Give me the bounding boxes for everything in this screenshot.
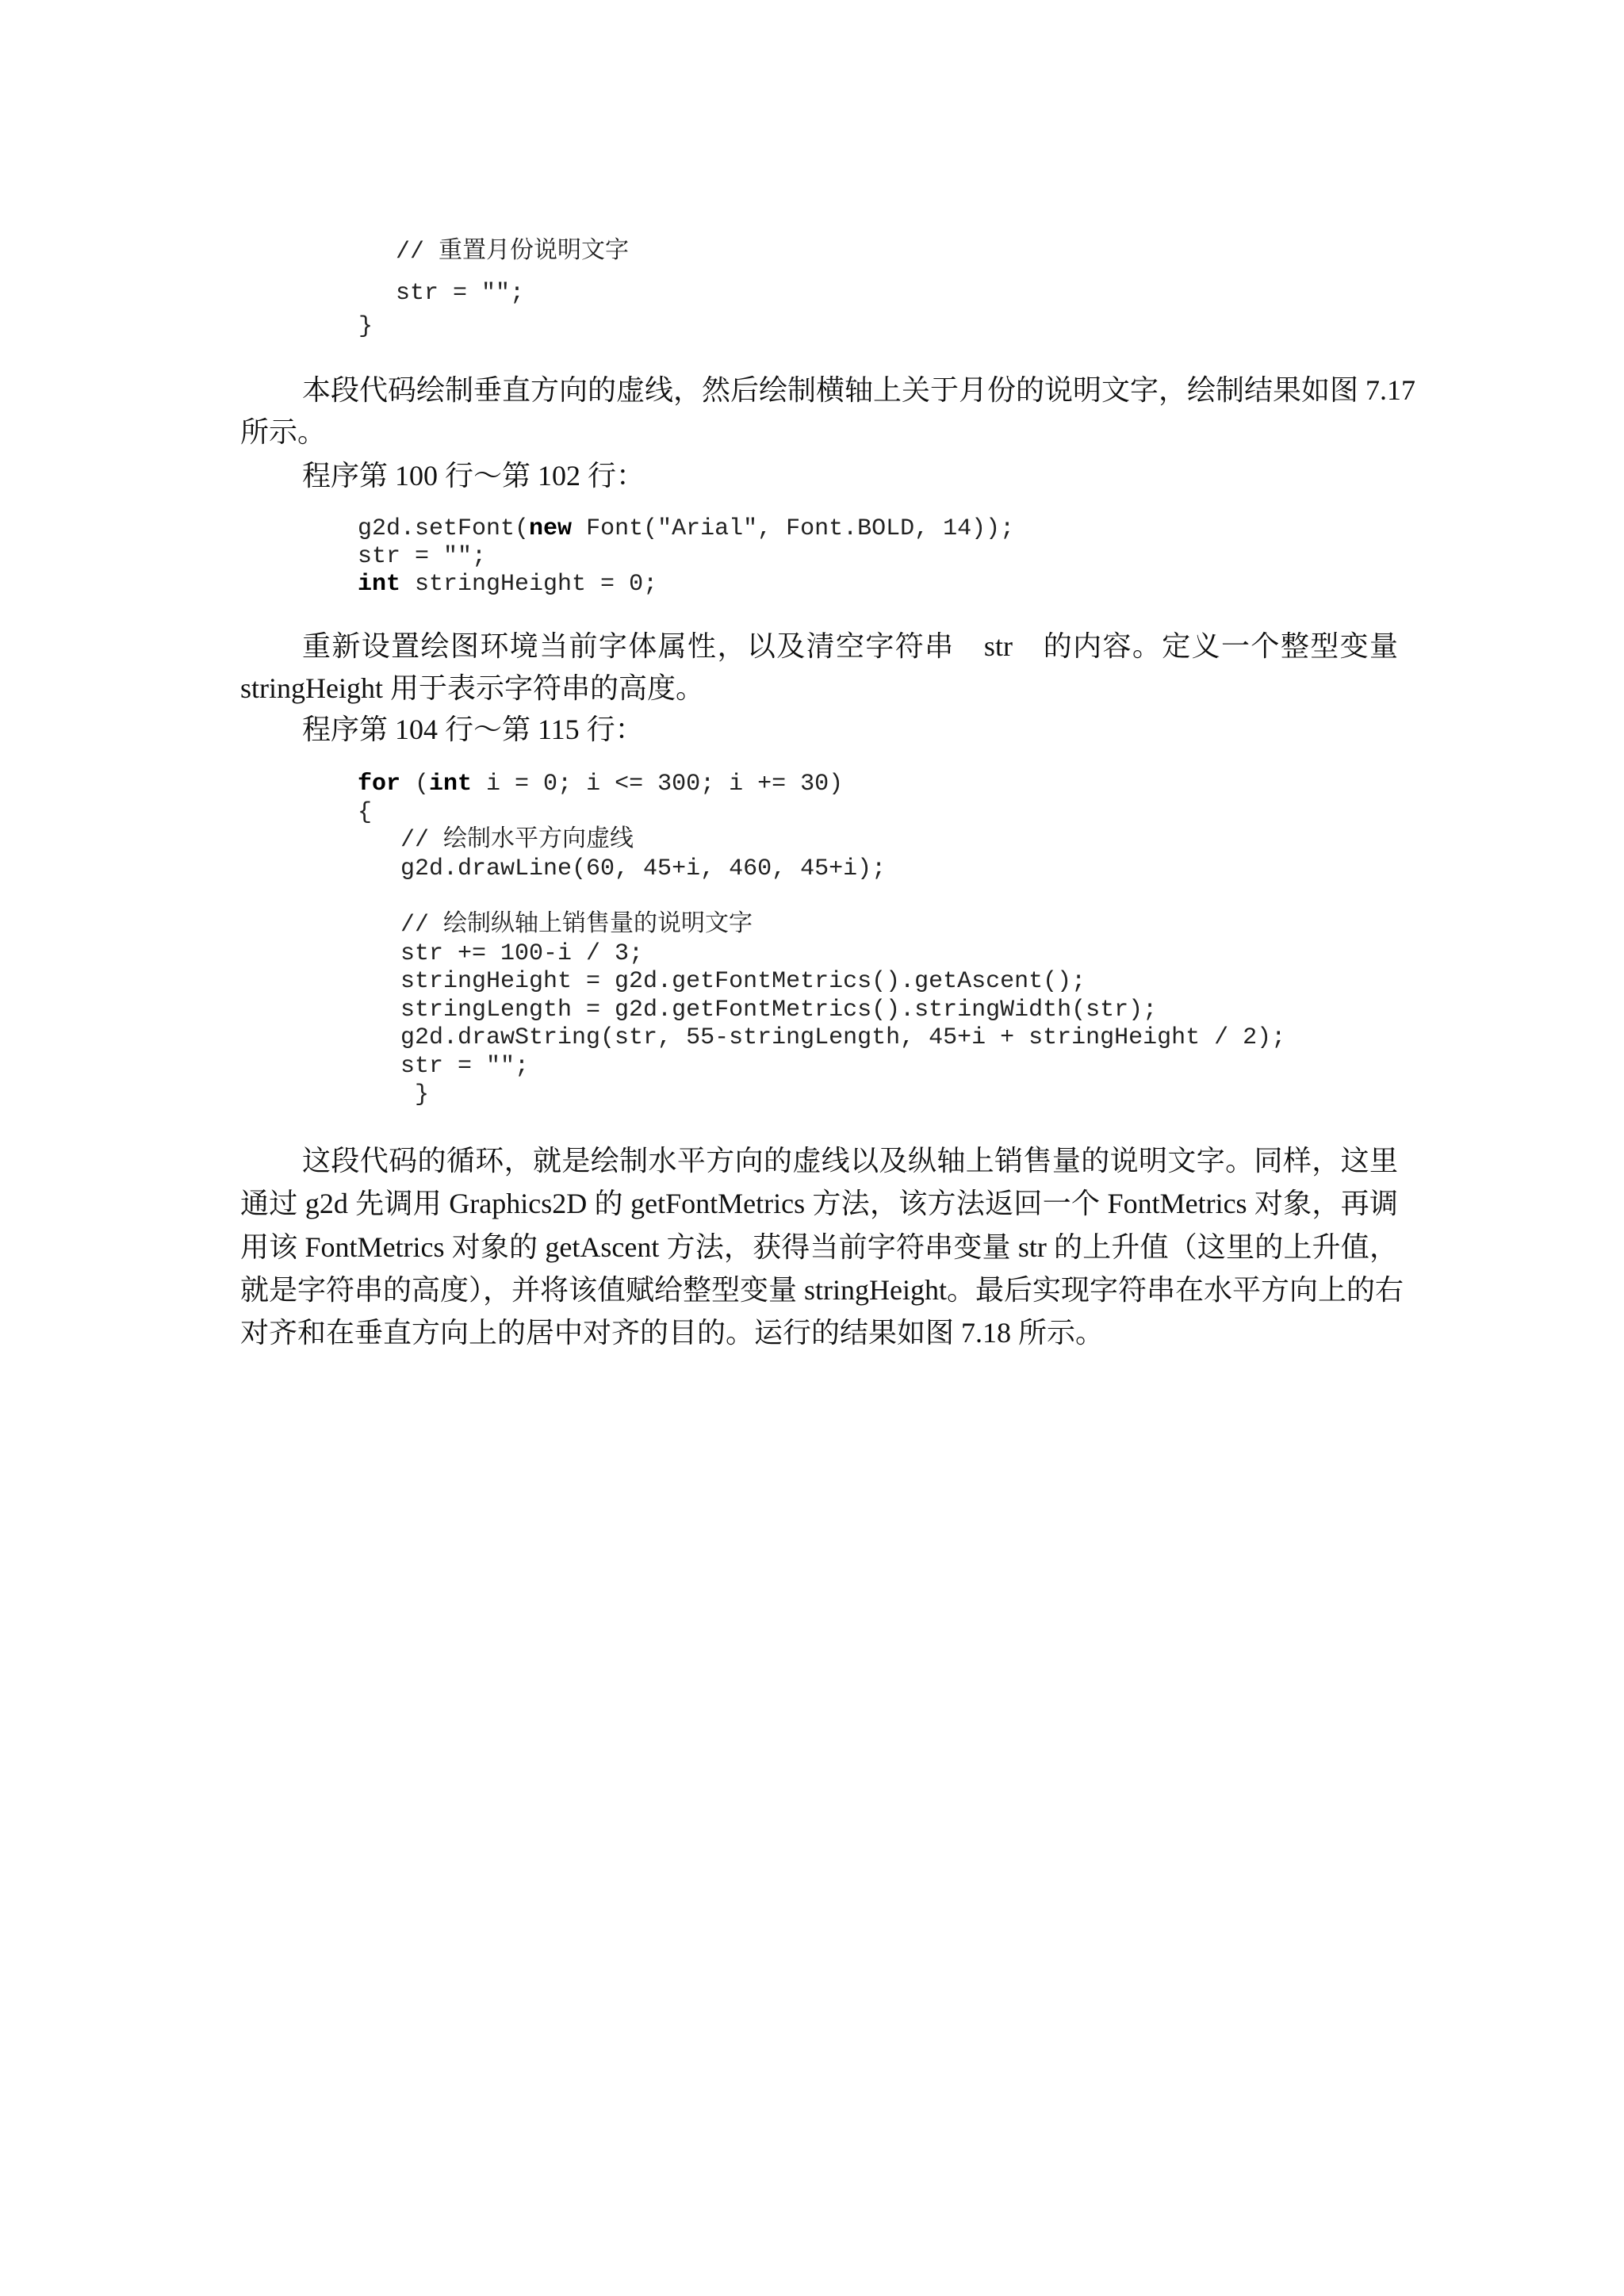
paragraph-1-line-2: 所示。 (240, 416, 327, 448)
section-heading-lines-104-115: 程序第 104 行～第 115 行： (302, 714, 644, 745)
code-text: str = ""; (396, 280, 525, 307)
code-keyword: int (358, 571, 401, 598)
code-line (396, 281, 524, 305)
section-heading-lines-100-102: 程序第 100 行～第 102 行： (302, 460, 645, 492)
code-text: // 绘制水平方向虚线 (358, 827, 634, 854)
paragraph-3-line-4: 就是字符串的高度），并将该值赋给整型变量 stringHeight。最后实现字符串在水平方向上的右 (240, 1274, 1404, 1306)
code-line (358, 1083, 429, 1107)
code-text: // 绘制纵轴上销售量的说明文字 (358, 912, 753, 939)
code-line (358, 942, 643, 966)
code-line (358, 970, 1086, 993)
code-text: str = ""; (358, 543, 487, 570)
code-text: ( (400, 771, 430, 798)
paragraph-3-line-5: 对齐和在垂直方向上的居中对齐的目的。运行的结果如图 7.18 所示。 (240, 1317, 1105, 1349)
code-line (358, 828, 634, 852)
code-text: stringLength = g2d.getFontMetrics().stringWidth(str); (358, 997, 1158, 1024)
code-text: i = 0; i <= 300; i += 30) (472, 771, 844, 798)
code-line (358, 545, 486, 568)
code-text: stringHeight = 0; (400, 571, 658, 598)
paragraph-3-line-2: 通过 g2d 先调用 Graphics2D 的 getFontMetrics 方法，该方法返回一个 FontMetrics 对象，再调 (240, 1188, 1398, 1219)
code-text: str = ""; (358, 1053, 530, 1080)
code-keyword: new (529, 515, 573, 542)
code-keyword: for (358, 771, 401, 798)
code-text: } (358, 1081, 430, 1108)
paragraph-3-line-1: 这段代码的循环，就是绘制水平方向的虚线以及纵轴上销售量的说明文字。同样，这里 (302, 1145, 1398, 1177)
code-line (358, 1054, 529, 1078)
paragraph-2-line-1: 重新设置绘图环境当前字体属性，以及清空字符串 str 的内容。定义一个整型变量 (302, 630, 1398, 662)
code-text: g2d.drawLine(60, 45+i, 460, 45+i); (358, 855, 887, 882)
code-text: // 重置月份说明文字 (396, 239, 630, 266)
code-line (358, 998, 1157, 1022)
code-line (358, 801, 372, 825)
code-text: Font("Arial", Font.BOLD, 14)); (572, 515, 1015, 542)
code-line (396, 240, 629, 264)
code-text: str += 100-i / 3; (358, 940, 644, 967)
code-line (358, 857, 886, 881)
paragraph-1-line-1: 本段代码绘制垂直方向的虚线，然后绘制横轴上关于月份的说明文字，绘制结果如图 7.17 (302, 374, 1416, 406)
code-line (358, 913, 753, 937)
code-text: g2d.setFont( (358, 515, 530, 542)
code-line (358, 315, 373, 339)
code-line (358, 572, 657, 596)
code-text: stringHeight = g2d.getFontMetrics().getAscent(); (358, 968, 1086, 995)
code-keyword: int (429, 771, 473, 798)
paragraph-2-line-2: stringHeight 用于表示字符串的高度。 (240, 672, 704, 704)
code-text: { (358, 799, 373, 826)
code-line (358, 1026, 1285, 1050)
code-text: g2d.drawString(str, 55-stringLength, 45+i + stringHeight / 2); (358, 1024, 1286, 1051)
code-text: } (358, 313, 373, 340)
paragraph-3-line-3: 用该 FontMetrics 对象的 getAscent 方法，获得当前字符串变量 str 的上升值（这里的上升值， (240, 1231, 1398, 1263)
code-line (358, 517, 1014, 541)
code-line (358, 772, 843, 796)
